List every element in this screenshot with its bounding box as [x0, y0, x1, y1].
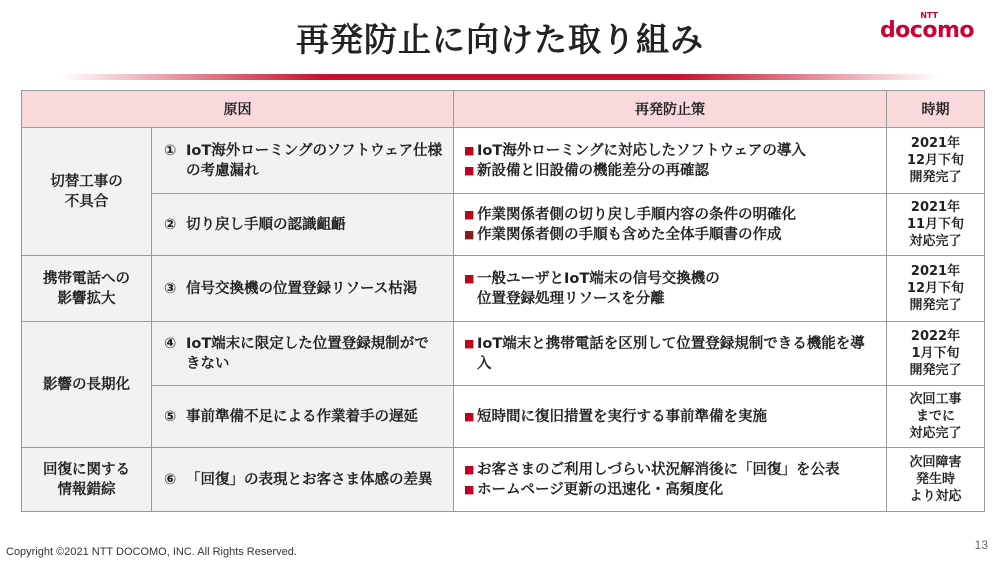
table-row [22, 386, 985, 448]
timing-cell [887, 448, 985, 512]
timing-text: 次回工事 までに 対応完了 [909, 392, 962, 441]
bullet-icon: ■ [464, 143, 475, 157]
timing-cell [887, 322, 985, 386]
measure-text: お客さまのご利用しづらい状況解消後に「回復」を公表 [477, 461, 840, 478]
header-measure: 再発防止策 [454, 91, 887, 128]
title-divider [60, 74, 940, 80]
measure-text: 作業関係者側の切り戻し手順内容の条件の明確化 [477, 206, 796, 223]
timing-cell [887, 256, 985, 322]
timing-cell [887, 128, 985, 194]
copyright-footer: Copyright ©2021 NTT DOCOMO, INC. All Rights Reserved. [6, 546, 297, 558]
category-label: 携帯電話への 影響拡大 [43, 270, 130, 307]
cause-cell [152, 448, 454, 512]
cause-number: ③ [164, 280, 177, 297]
bullet-icon: ■ [464, 409, 475, 423]
cause-cell [152, 322, 454, 386]
table-row [22, 448, 985, 512]
cause-number: ② [164, 216, 177, 233]
timing-text: 2022年 1月下旬 開発完了 [909, 329, 962, 378]
docomo-logo [880, 11, 974, 42]
measure-text: 新設備と旧設備の機能差分の再確認 [477, 162, 709, 179]
measure-text: 一般ユーザとIoT端末の信号交換機の 位置登録処理リソースを分離 [477, 270, 720, 307]
measure-cell [454, 322, 887, 386]
cause-number: ④ [164, 335, 177, 352]
cause-number: ⑥ [164, 471, 177, 488]
category-label: 切替工事の 不具合 [50, 173, 123, 210]
category-cell [22, 322, 152, 448]
bullet-icon: ■ [464, 336, 475, 350]
bullet-icon: ■ [464, 462, 475, 476]
measure-text: 短時間に復旧措置を実行する事前準備を実施 [477, 408, 767, 425]
cause-cell [152, 386, 454, 448]
bullet-icon: ■ [464, 207, 475, 221]
category-cell [22, 256, 152, 322]
measure-cell [454, 256, 887, 322]
table-row [22, 128, 985, 194]
cause-number: ⑤ [164, 408, 177, 425]
bullet-icon: ■ [464, 227, 475, 241]
cause-text: IoT端末に限定した位置登録規制ができない [186, 335, 429, 372]
table-row [22, 256, 985, 322]
cause-cell [152, 256, 454, 322]
table-row [22, 322, 985, 386]
measure-text: 作業関係者側の手順も含めた全体手順書の作成 [477, 226, 782, 243]
timing-text: 2021年 12月下旬 開発完了 [906, 136, 965, 185]
timing-cell [887, 194, 985, 256]
measure-cell [454, 194, 887, 256]
category-label: 影響の長期化 [43, 376, 130, 393]
category-label: 回復に関する 情報錯綜 [43, 461, 130, 498]
cause-text: 切り戻し手順の認識齟齬 [186, 216, 346, 233]
cause-cell [152, 194, 454, 256]
docomo-logo-text: docomo [879, 18, 974, 43]
measures-table [21, 90, 985, 512]
cause-text: 「回復」の表現とお客さま体感の差異 [186, 471, 433, 488]
timing-text: 次回障害 発生時 より対応 [909, 455, 962, 504]
table-row [22, 194, 985, 256]
timing-text: 2021年 11月下旬 対応完了 [906, 200, 965, 249]
page-number: 13 [974, 538, 988, 552]
measure-text: IoT海外ローミングに対応したソフトウェアの導入 [477, 142, 806, 159]
ntt-logo-text: NTT [920, 11, 938, 20]
measure-cell [454, 448, 887, 512]
bullet-icon: ■ [464, 163, 475, 177]
header-cause: 原因 [22, 91, 454, 128]
bullet-icon: ■ [464, 271, 475, 285]
measure-text: ホームページ更新の迅速化・高頻度化 [477, 481, 724, 498]
table-header-row [22, 91, 985, 128]
slide-title: 再発防止に向けた取り組み [296, 20, 704, 59]
measure-text: IoT端末と携帯電話を区別して位置登録規制できる機能を導入 [477, 335, 865, 372]
measure-cell [454, 128, 887, 194]
cause-cell [152, 128, 454, 194]
category-cell [22, 448, 152, 512]
measure-cell [454, 386, 887, 448]
cause-text: 信号交換機の位置登録リソース枯渇 [186, 280, 418, 297]
timing-text: 2021年 12月下旬 開発完了 [906, 264, 965, 313]
bullet-icon: ■ [464, 482, 475, 496]
category-cell [22, 128, 152, 256]
cause-text: 事前準備不足による作業着手の遅延 [186, 408, 418, 425]
header-timing: 時期 [887, 91, 985, 128]
cause-number: ① [164, 142, 177, 159]
timing-cell [887, 386, 985, 448]
cause-text: IoT海外ローミングのソフトウェア仕様の考慮漏れ [186, 142, 443, 179]
